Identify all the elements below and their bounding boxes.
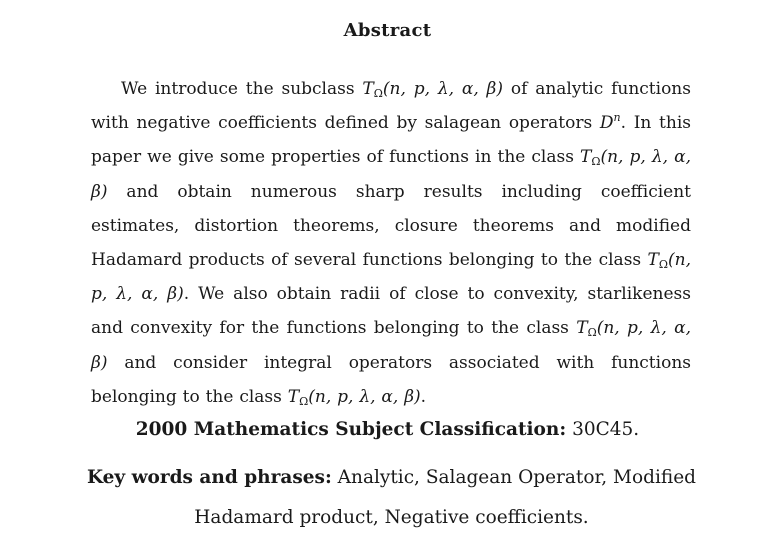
- abstract-text-1: We introduce the subclass: [121, 79, 363, 99]
- abstract-heading: Abstract: [343, 20, 432, 41]
- abstract-text-6: and consider integral operators associated with functions belonging to the class: [91, 352, 691, 407]
- keywords-label: Key words and phrases:: [86, 467, 332, 488]
- abstract-text-7: .: [420, 386, 427, 407]
- subject-classification: [0, 419, 775, 440]
- abstract-text-5: . We also obtain radii of close to convexity, starlikeness and convexity for the functions belonging to the class: [91, 284, 691, 339]
- class-symbol-5: $T_\Omega(n$, p, λ, α, β): [287, 386, 421, 408]
- classification-label: 2000 Mathematics Subject Classification:: [135, 419, 567, 440]
- classification-value: 30C45.: [572, 419, 640, 440]
- abstract-text-3: . In this paper we give some properties of functions in the class: [91, 113, 691, 168]
- class-symbol-4: $T_\Omega(n$, p, λ, α, β): [91, 318, 691, 373]
- abstract-text-4: and obtain numerous sharp results including coefficient estimates, distortion theorems, closure theorems and modified Hadamard products of several functions belonging to the class: [91, 181, 691, 271]
- abstract-paragraph: [91, 72, 691, 414]
- class-symbol-3: $T_\Omega(n$, p, λ, α, β): [91, 250, 691, 305]
- keywords-line: [85, 458, 698, 537]
- abstract-text-2: of analytic functions with negative coefficients defined by salagean operators: [91, 79, 691, 134]
- keywords-value: Analytic, Salagean Operator, Modified Hadamard product, Negative coefficients.: [194, 467, 697, 528]
- operator-symbol: $D^n$: [599, 111, 621, 134]
- class-symbol-1: $T_\Omega(n$, p, λ, α, β): [362, 79, 504, 100]
- class-symbol-2: $T_\Omega(n$, p, λ, α, β): [91, 147, 691, 202]
